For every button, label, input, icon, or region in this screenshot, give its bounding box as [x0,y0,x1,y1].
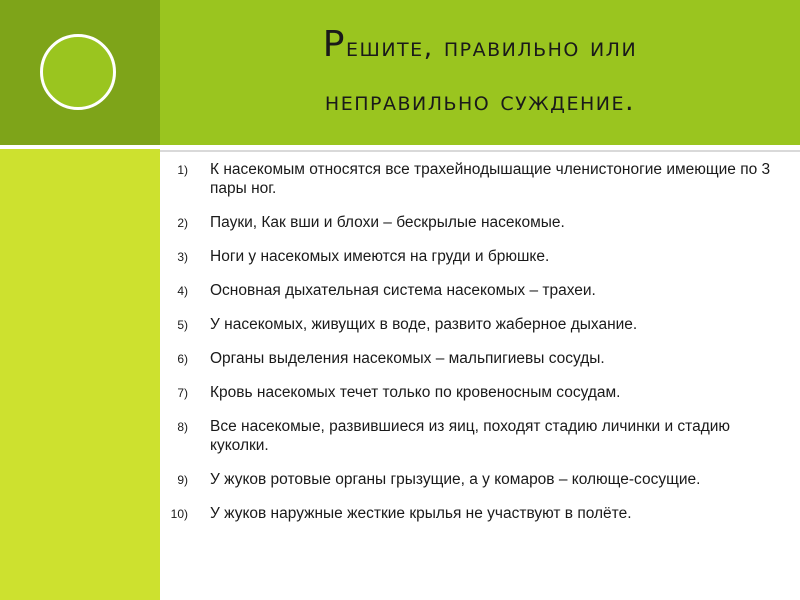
item-text: Основная дыхательная система насекомых – трахеи. [210,282,596,299]
item-text: К насекомым относятся все трахейнодышащие членистоногие имеющие по 3 пары ног. [210,161,771,197]
list-item [150,281,790,300]
item-text: Все насекомые, развившиеся из яиц, походят стадию личинки и стадию куколки. [210,418,731,454]
list-item [150,504,790,523]
item-number: 1) [177,163,188,177]
list-item [150,247,790,266]
item-number: 4) [177,284,188,298]
list-item [150,383,790,402]
item-text: Органы выделения насекомых – мальпигиевы сосуды. [210,350,605,367]
list-item [150,417,790,455]
slide-title [170,18,790,129]
list-item [150,160,790,198]
item-text: Кровь насекомых течет только по кровеносным сосудам. [210,384,621,401]
list-item [150,470,790,489]
item-number: 2) [177,216,188,230]
left-strip [0,145,160,600]
separator [0,145,800,149]
circle-icon [40,34,116,110]
item-number: 3) [177,250,188,264]
item-text: У жуков наружные жесткие крылья не участвуют в полёте. [210,505,632,522]
item-number: 6) [177,352,188,366]
item-number: 8) [177,420,188,434]
item-text: Пауки, Как вши и блохи – бескрылые насекомые. [210,214,565,231]
separator-line [160,150,800,152]
item-text: Ноги у насекомых имеются на груди и брюшке. [210,248,550,265]
list-item [150,315,790,334]
statement-list [150,160,790,538]
title-line-1: Решите, правильно или [322,24,638,65]
item-number: 10) [170,507,188,521]
title-line-2: неправильно суждение. [324,86,636,117]
list-item [150,349,790,368]
item-number: 7) [177,386,188,400]
item-number: 9) [177,473,188,487]
item-text: У насекомых, живущих в воде, развито жаберное дыхание. [210,316,638,333]
item-number: 5) [177,318,188,332]
item-text: У жуков ротовые органы грызущие, а у комаров – колюще-сосущие. [210,471,701,488]
list-item [150,213,790,232]
